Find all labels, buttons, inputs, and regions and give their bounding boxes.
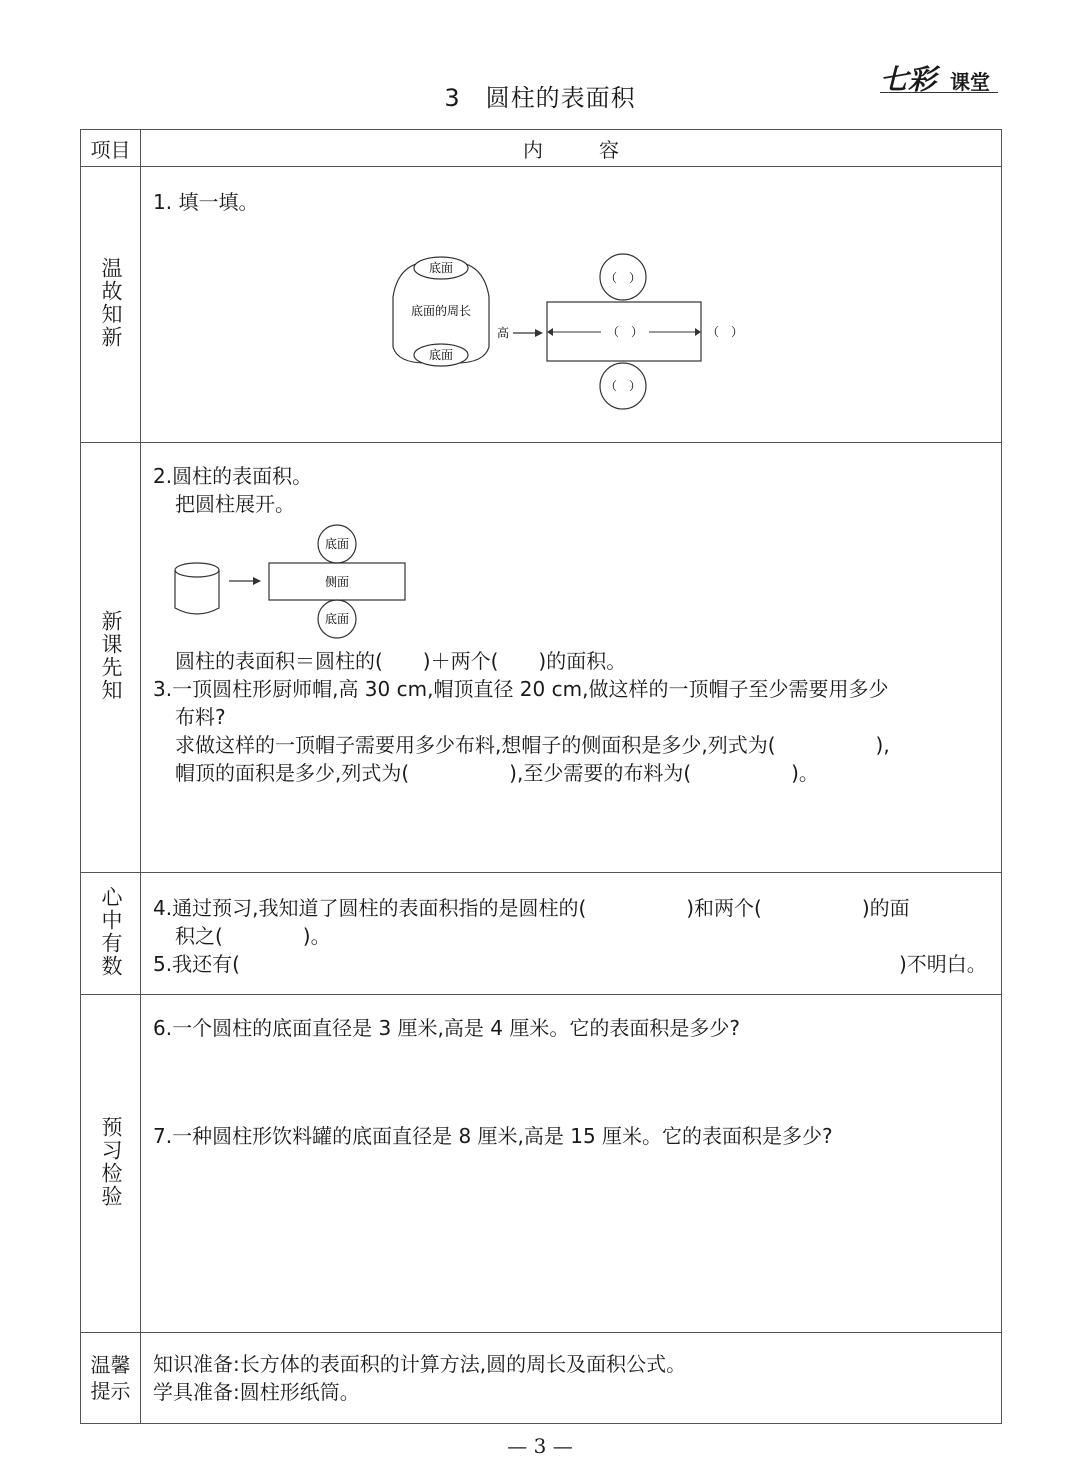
- net-top-base-label: 底面: [324, 537, 350, 551]
- question-6: 6.一个圆柱的底面直径是 3 厘米,高是 4 厘米。它的表面积是多少?: [153, 1016, 740, 1040]
- question-3-line-1: 3.一顶圆柱形厨师帽,高 30 cm,帽顶直径 20 cm,做这样的一顶帽子至少需要用多少: [153, 677, 889, 701]
- brand-logo: [880, 58, 1000, 98]
- header-row: [81, 130, 1002, 167]
- arrow-head: [535, 329, 543, 337]
- bottom-base-label: 底面: [428, 348, 454, 362]
- section-preview: [81, 443, 1002, 873]
- question-5-end: )不明白。: [899, 952, 987, 976]
- section-label-practice: 预习检验: [81, 995, 141, 1333]
- net-bottom-base-label: 底面: [324, 612, 350, 626]
- net-bottom-blank: （ ）: [604, 379, 642, 393]
- question-3-line-3: 求做这样的一顶帽子需要用多少布料,想帽子的侧面积是多少,列式为( ),: [175, 733, 890, 757]
- width-arrowhead-right: [695, 328, 701, 336]
- section-practice: [81, 995, 1002, 1333]
- page-number: — 3 —: [507, 1434, 573, 1458]
- brand-underline: [880, 92, 998, 93]
- section-content-self-check: [141, 873, 1002, 995]
- tip-knowledge: 知识准备:长方体的表面积的计算方法,圆的周长及面积公式。: [153, 1352, 687, 1376]
- question-1: 1. 填一填。: [153, 190, 259, 214]
- question-7: 7.一种圆柱形饮料罐的底面直径是 8 厘米,高是 15 厘米。它的表面积是多少?: [153, 1124, 833, 1148]
- section-tips: [81, 1333, 1002, 1424]
- brand-main: 七彩: [880, 63, 937, 96]
- net-top-blank: （ ）: [604, 271, 642, 285]
- question-3-line-4: 帽顶的面积是多少,列式为( ),至少需要的布料为( )。: [175, 761, 819, 785]
- tip-tools: 学具准备:圆柱形纸筒。: [153, 1380, 360, 1404]
- header-content: 内容: [141, 130, 1002, 167]
- section-label-preview: 新课先知: [81, 443, 141, 873]
- section-content-practice: [141, 995, 1002, 1333]
- unfold-arrow-head: [253, 577, 261, 585]
- question-5-start: 5.我还有(: [153, 952, 240, 976]
- question-4-line-2: 积之( )。: [175, 924, 331, 948]
- question-2: 2.圆柱的表面积。: [153, 464, 313, 488]
- height-label: 高: [497, 326, 510, 340]
- section-content-review: [141, 167, 1002, 443]
- brand-sub: 课堂: [950, 70, 990, 94]
- cylinder-top: [175, 563, 219, 577]
- top-base-label: 底面: [428, 261, 454, 275]
- section-label-tips: 温馨提示: [81, 1333, 141, 1424]
- header-item: 项目: [81, 130, 141, 167]
- net-side-label: 侧面: [324, 575, 350, 589]
- worksheet-table: [80, 129, 1002, 1424]
- section-review: [81, 167, 1002, 443]
- section-content-tips: [141, 1333, 1002, 1424]
- section-label-self-check: 心中有数: [81, 873, 141, 995]
- section-self-check: [81, 873, 1002, 995]
- page-title: 3 圆柱的表面积: [444, 84, 636, 112]
- question-2-instruction: 把圆柱展开。: [175, 492, 295, 516]
- width-arrowhead-left: [547, 328, 553, 336]
- section-label-review: 温故知新: [81, 167, 141, 443]
- question-2-formula: 圆柱的表面积＝圆柱的( )＋两个( )的面积。: [175, 649, 627, 673]
- net-height-blank: （ ）: [707, 325, 744, 339]
- section-content-preview: [141, 443, 1002, 873]
- net-width-blank: （ ）: [606, 325, 644, 339]
- question-3-line-2: 布料?: [175, 705, 226, 729]
- question-4-line-1: 4.通过预习,我知道了圆柱的表面积指的是圆柱的( )和两个( )的面: [153, 896, 910, 920]
- cylinder-net-diagram: [141, 167, 1002, 443]
- perimeter-label: 底面的周长: [410, 304, 472, 318]
